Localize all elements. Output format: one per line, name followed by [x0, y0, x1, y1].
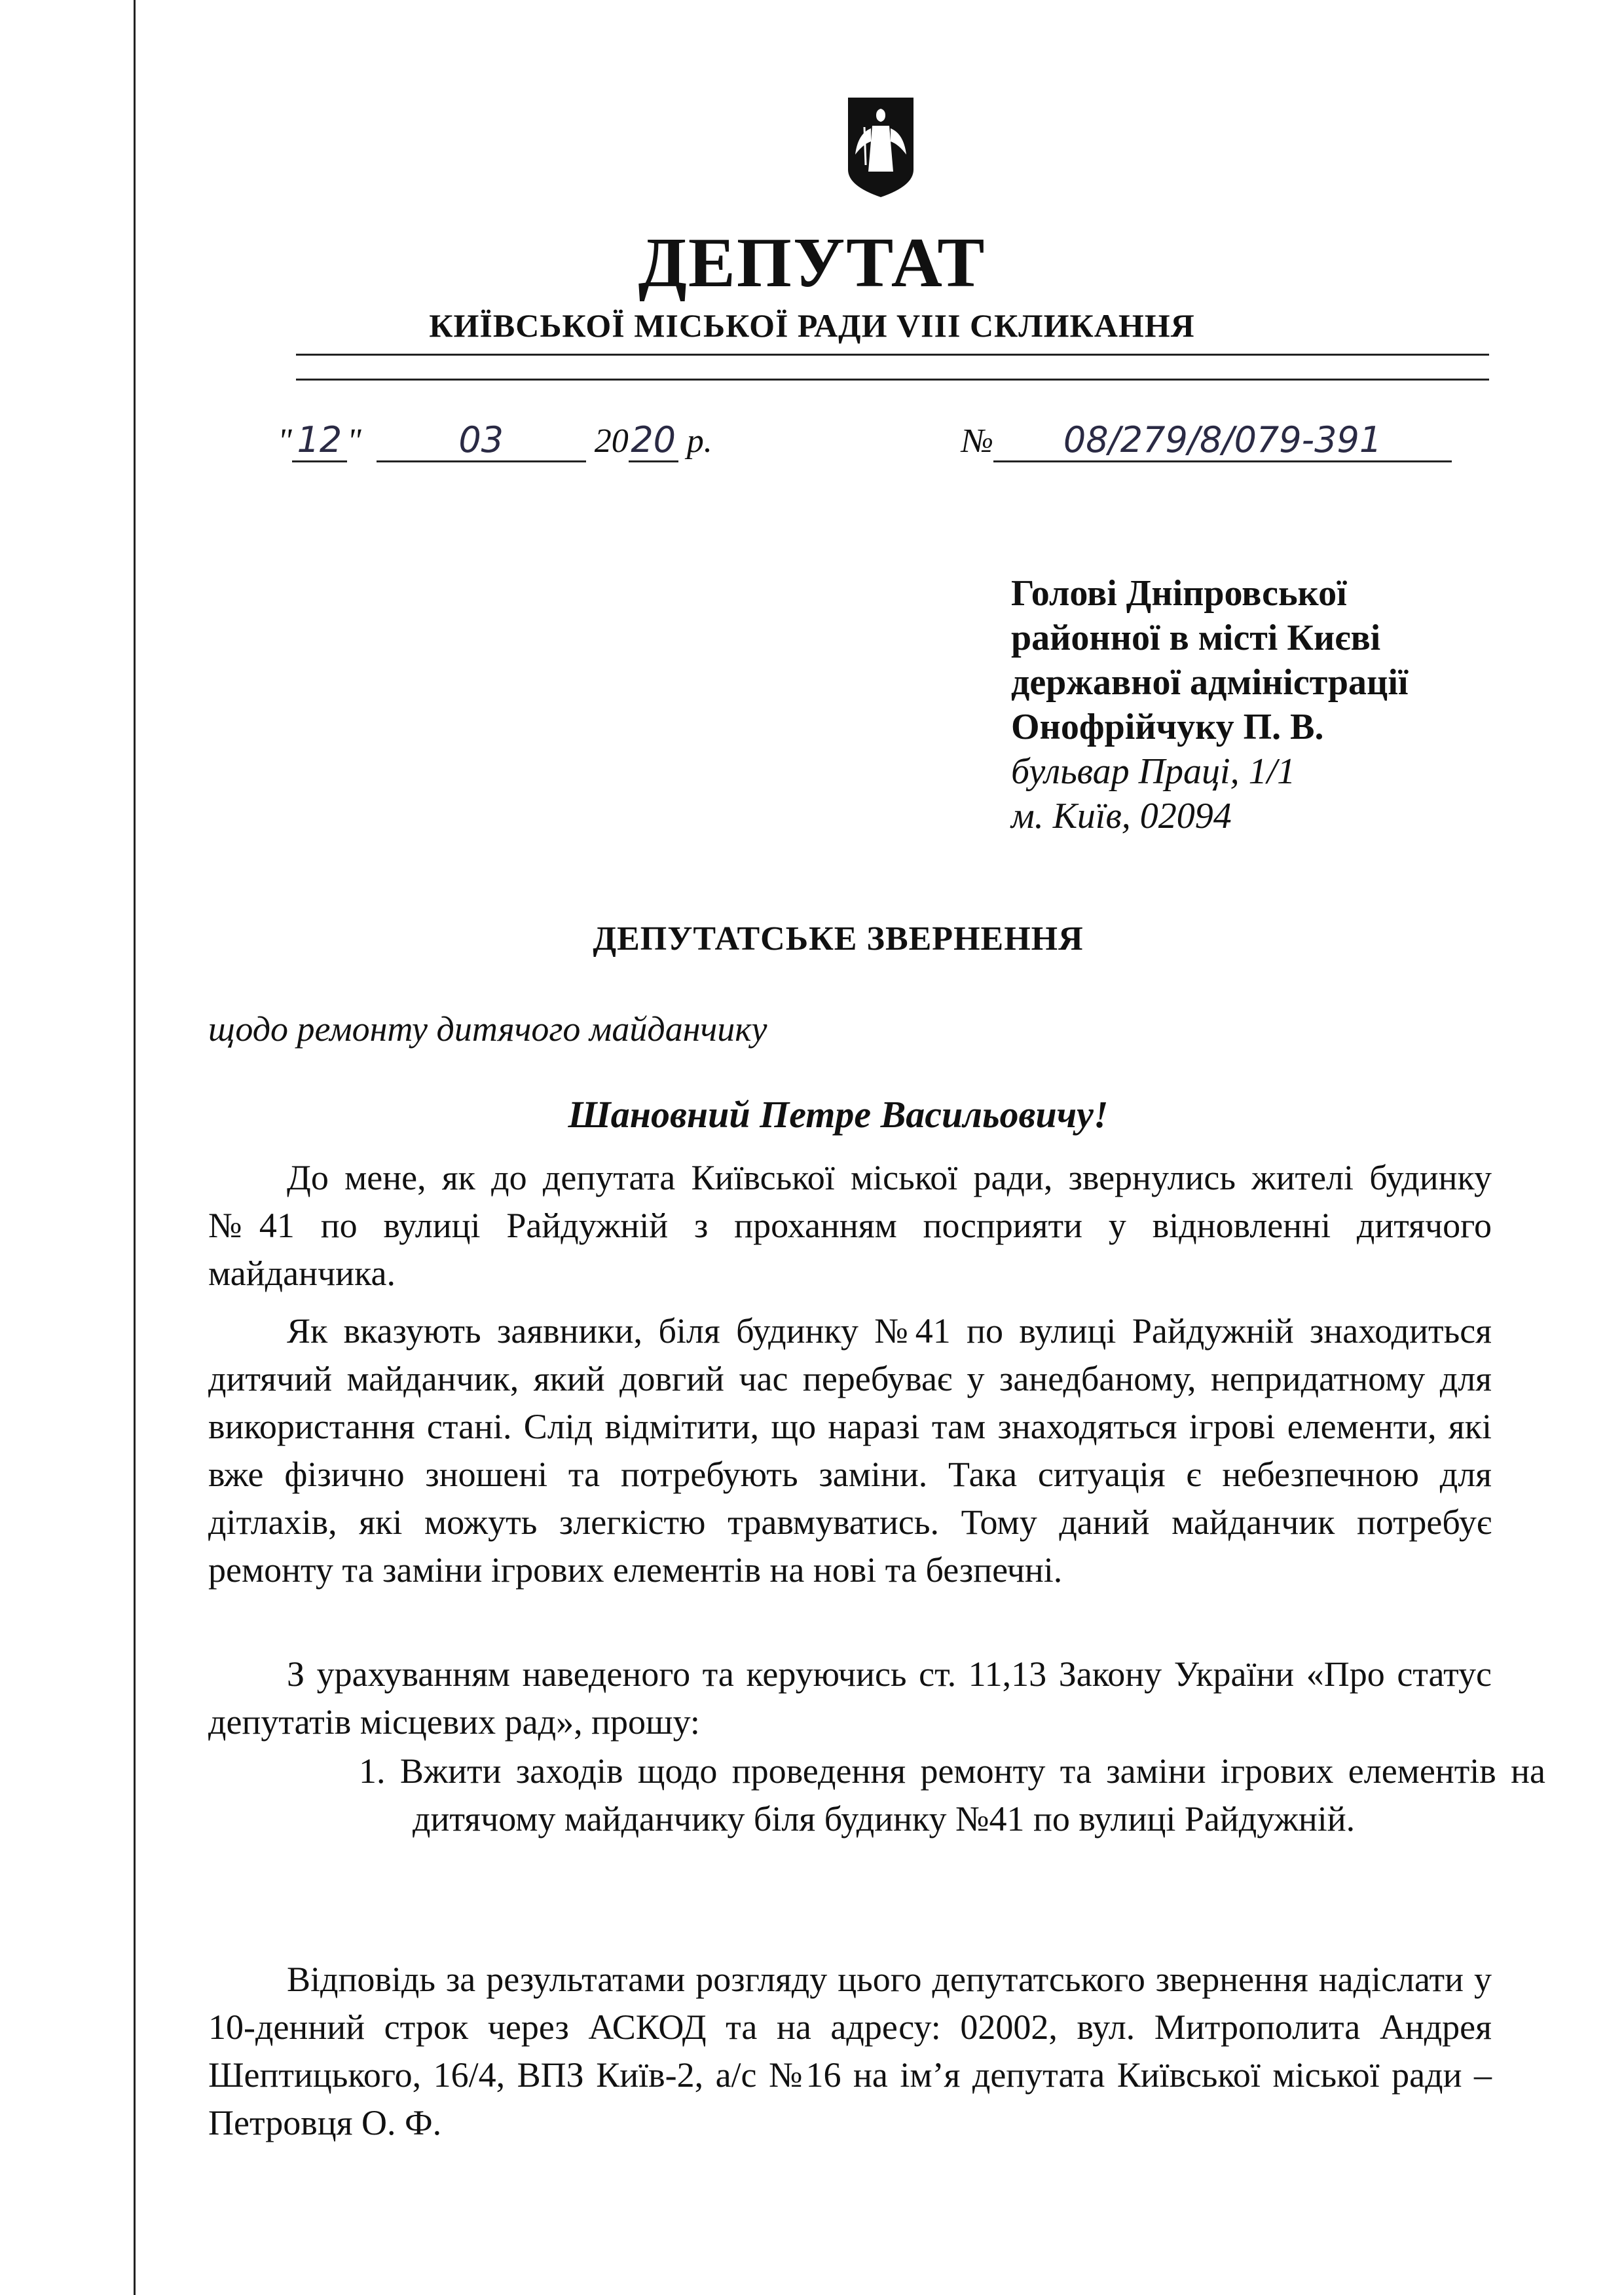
date-month: 03 [377, 419, 586, 462]
addressee-line: Голові Дніпровської [1011, 573, 1347, 614]
letterhead-title: ДЕПУТАТ [638, 224, 986, 302]
request-list-item: 1. Вжити заходів щодо проведення ремонту та заміни ігрових елементів на дитячому майданчику біля будинку №41 по вулиці Райдужній. [359, 1751, 1545, 1838]
document-number-field [961, 419, 1452, 462]
addressee-name: Онофрійчуку П. В. [1011, 707, 1324, 747]
header-rule-top [296, 354, 1489, 356]
document-heading: ДЕПУТАТСЬКЕ ЗВЕРНЕННЯ [593, 920, 1084, 958]
document-number: 08/279/8/079-391 [993, 419, 1452, 462]
addressee-line: державної адміністрації [1011, 662, 1409, 703]
number-label: № [961, 422, 994, 460]
salutation: Шановний Петре Васильовичу! [568, 1093, 1109, 1136]
date-day: 12 [292, 419, 347, 462]
date-year-prefix: 20 [594, 422, 629, 460]
body-paragraph: До мене, як до депутата Київської міської ради, звернулись жителі будинку №41 по вулиці Райдужній з проханням посприяти у відновленні дитячого майданчика. [208, 1158, 1492, 1293]
addressee-line: районної в місті Києві [1011, 618, 1381, 658]
document-subject: щодо ремонту дитячого майданчику [208, 1009, 767, 1049]
letterhead-subtitle: КИЇВСЬКОЇ МІСЬКОЇ РАДИ VIII СКЛИКАННЯ [429, 307, 1195, 344]
header-rule-bottom [296, 379, 1489, 381]
addressee-city: м. Київ, 02094 [1011, 796, 1232, 836]
addressee-street: бульвар Праці, 1/1 [1011, 751, 1296, 792]
date-year-unit: р. [686, 422, 712, 460]
addressee-block [1011, 571, 1587, 838]
date-field: " 12 " 03 2020 р. [278, 419, 712, 462]
body-paragraph: Як вказують заявники, біля будинку №41 по вулиці Райдужній знаходиться дитячий майданчик, який довгий час перебуває у занедбаному, непридатному для використання стані. Слід відмітити, що наразі там знаходяться ігрові елементи, які вже фізично зношені та потребують заміни. Така ситуація є небезпечною для дітлахів, які можуть злегкістю травмуватись. Тому даний майданчик потребує ремонту та заміни ігрових елементів на нові та безпечні. [208, 1311, 1492, 1590]
kyiv-emblem-icon [845, 94, 917, 199]
body-paragraph: З урахуванням наведеного та керуючись ст. 11,13 Закону України «Про статус депутатів місцевих рад», прошу: [208, 1654, 1492, 1742]
date-year-suffix: 20 [629, 419, 678, 462]
closing-paragraph: Відповідь за результатами розгляду цього депутатського звернення надіслати у 10-денний строк через АСКОД та на адресу: 02002, вул. Митрополита Андрея Шептицького, 16/4, ВПЗ Київ-2, а/с №16 на ім’я депутата Київської міської ради – Петровця О. Ф. [208, 1960, 1492, 2142]
